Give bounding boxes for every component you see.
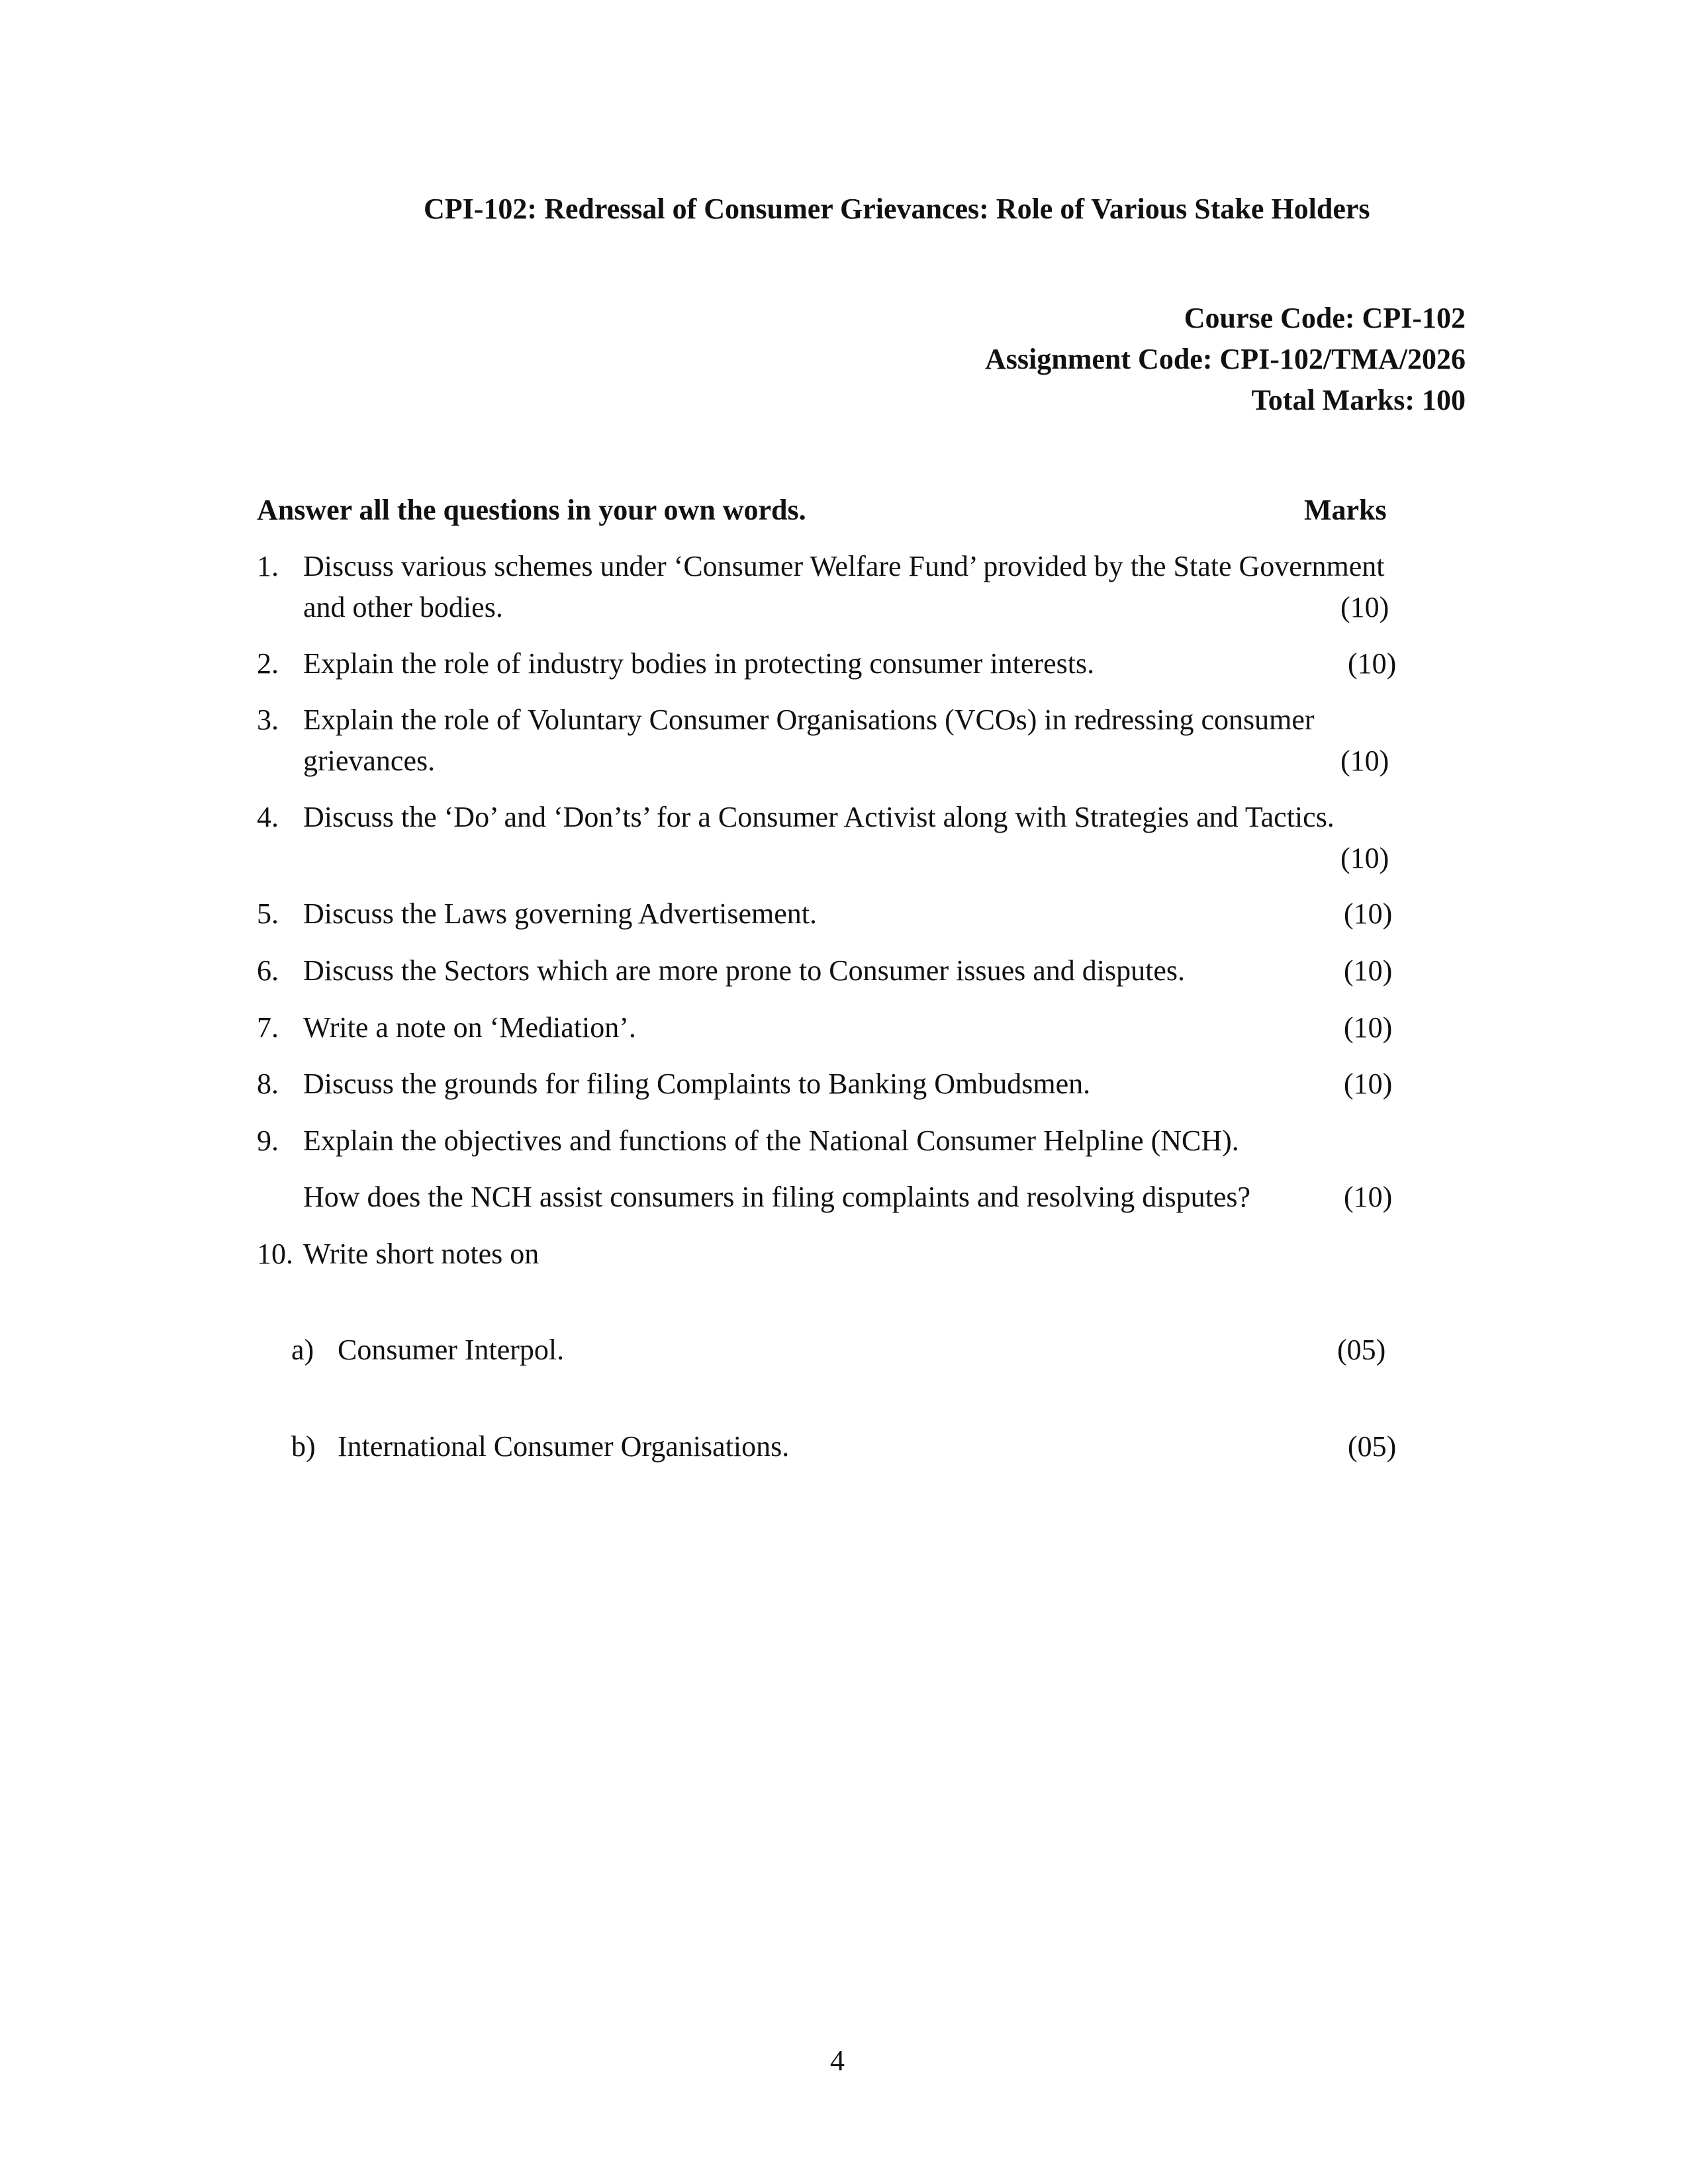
sub-question-text: International Consumer Organisations. [338,1430,790,1463]
page-number: 4 [830,2044,845,2077]
question-number: 2. [257,647,279,680]
question-text: Explain the objectives and functions of the National Consumer Helpline (NCH). [303,1124,1239,1157]
question-marks: (10) [1348,647,1397,680]
question-text: Discuss the grounds for filing Complaints to Banking Ombudsmen. [303,1068,1091,1100]
question-number: 6. [257,954,279,987]
question-text: and other bodies. [303,591,503,623]
marks-column-heading: Marks [1304,494,1387,526]
instructions: Answer all the questions in your own words. [257,494,806,526]
question-text: Discuss various schemes under ‘Consumer Welfare Fund’ provided by the State Government [303,550,1385,582]
question-number: 1. [257,550,279,582]
question-marks: (10) [1344,1068,1393,1100]
question-text: Discuss the Sectors which are more prone to Consumer issues and disputes. [303,954,1185,987]
question-number: 7. [257,1011,279,1044]
document-title: CPI-102: Redressal of Consumer Grievances: Role of Various Stake Holders [424,193,1370,225]
question-number: 9. [257,1124,279,1157]
question-text: Discuss the ‘Do’ and ‘Don’ts’ for a Consumer Activist along with Strategies and Tactics. [303,801,1335,833]
question-marks: (10) [1344,954,1393,987]
question-marks: (10) [1344,897,1393,930]
question-marks: (10) [1344,1181,1393,1213]
question-marks: (10) [1340,842,1389,874]
question-text: How does the NCH assist consumers in filing complaints and resolving disputes? [303,1181,1251,1213]
question-text: Write short notes on [303,1238,539,1270]
sub-question-marks: (05) [1348,1430,1397,1463]
question-marks: (10) [1344,1011,1393,1044]
question-text: Explain the role of industry bodies in protecting consumer interests. [303,647,1095,680]
sub-question-text: Consumer Interpol. [338,1334,565,1366]
question-text: grievances. [303,745,436,777]
sub-question-label: b) [291,1430,316,1463]
question-marks: (10) [1340,745,1389,777]
sub-question-marks: (05) [1337,1334,1386,1366]
question-marks: (10) [1340,591,1389,623]
question-number: 3. [257,704,279,736]
assignment-code: Assignment Code: CPI-102/TMA/2026 [985,343,1466,375]
question-number: 10. [257,1238,293,1270]
question-text: Explain the role of Voluntary Consumer Organisations (VCOs) in redressing consumer [303,704,1315,736]
question-text: Discuss the Laws governing Advertisement. [303,897,817,930]
question-number: 8. [257,1068,279,1100]
sub-question-label: a) [291,1334,314,1366]
question-number: 4. [257,801,279,833]
question-text: Write a note on ‘Mediation’. [303,1011,636,1044]
question-number: 5. [257,897,279,930]
course-code: Course Code: CPI-102 [1184,302,1466,334]
total-marks: Total Marks: 100 [1251,384,1466,416]
